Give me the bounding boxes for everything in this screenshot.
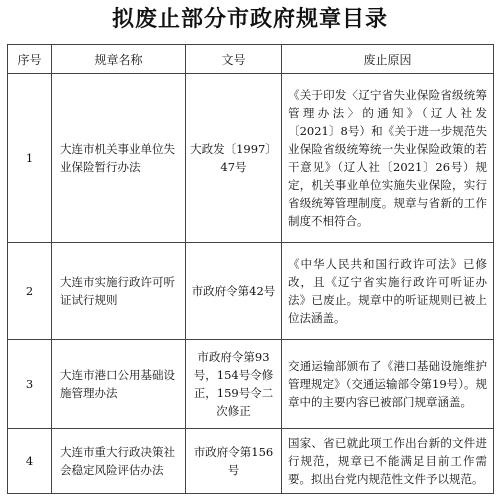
table-row — [8, 340, 494, 429]
table-row — [8, 74, 494, 243]
cell-name: 大连市重大行政决策社会稳定风险评估办法 — [52, 429, 186, 494]
cell-seq: 1 — [8, 74, 52, 243]
cell-reason: 《关于印发〈辽宁省失业保险省级统筹管理办法〉的通知》（辽人社发〔2021〕8号）和《关于进一步规范失业保险省级统筹统一失业保险政策的若干意见》（辽人社〔2021〕26号）规定，机关事业单位实施失业保险，实行省级统筹管理制度。规章与省新的工作制度不相符合。 — [282, 74, 494, 243]
table-row — [8, 243, 494, 340]
table-header-row — [8, 45, 494, 74]
cell-doc: 市政府令第93号，154号令修正，159号令二次修正 — [186, 340, 282, 429]
cell-doc: 市政府令第42号 — [186, 243, 282, 340]
cell-seq: 3 — [8, 340, 52, 429]
regulations-table — [7, 44, 494, 494]
cell-reason: 交通运输部颁布了《港口基础设施维护管理规定》（交通运输部令第19号）。规章中的主要内容已被部门规章涵盖。 — [282, 340, 494, 429]
cell-seq: 2 — [8, 243, 52, 340]
header-doc: 文号 — [186, 45, 282, 74]
table-row — [8, 429, 494, 494]
cell-name: 大连市港口公用基础设施管理办法 — [52, 340, 186, 429]
cell-doc: 大政发〔1997〕47号 — [186, 74, 282, 243]
cell-seq: 4 — [8, 429, 52, 494]
cell-name: 大连市机关事业单位失业保险暂行办法 — [52, 74, 186, 243]
cell-reason: 国家、省已就此项工作出台新的文件进行规范，规章已不能满足目前工作需要。拟出台党内规范性文件予以规范。 — [282, 429, 494, 494]
header-seq: 序号 — [8, 45, 52, 74]
cell-reason: 《中华人民共和国行政许可法》已修改，且《辽宁省实施行政许可听证办法》已废止。规章中的听证规则已被上位法涵盖。 — [282, 243, 494, 340]
header-reason: 废止原因 — [282, 45, 494, 74]
cell-name: 大连市实施行政许可听证试行规则 — [52, 243, 186, 340]
page-title: 拟废止部分市政府规章目录 — [111, 7, 388, 32]
header-name: 规章名称 — [52, 45, 186, 74]
cell-doc: 市政府令第156号 — [186, 429, 282, 494]
